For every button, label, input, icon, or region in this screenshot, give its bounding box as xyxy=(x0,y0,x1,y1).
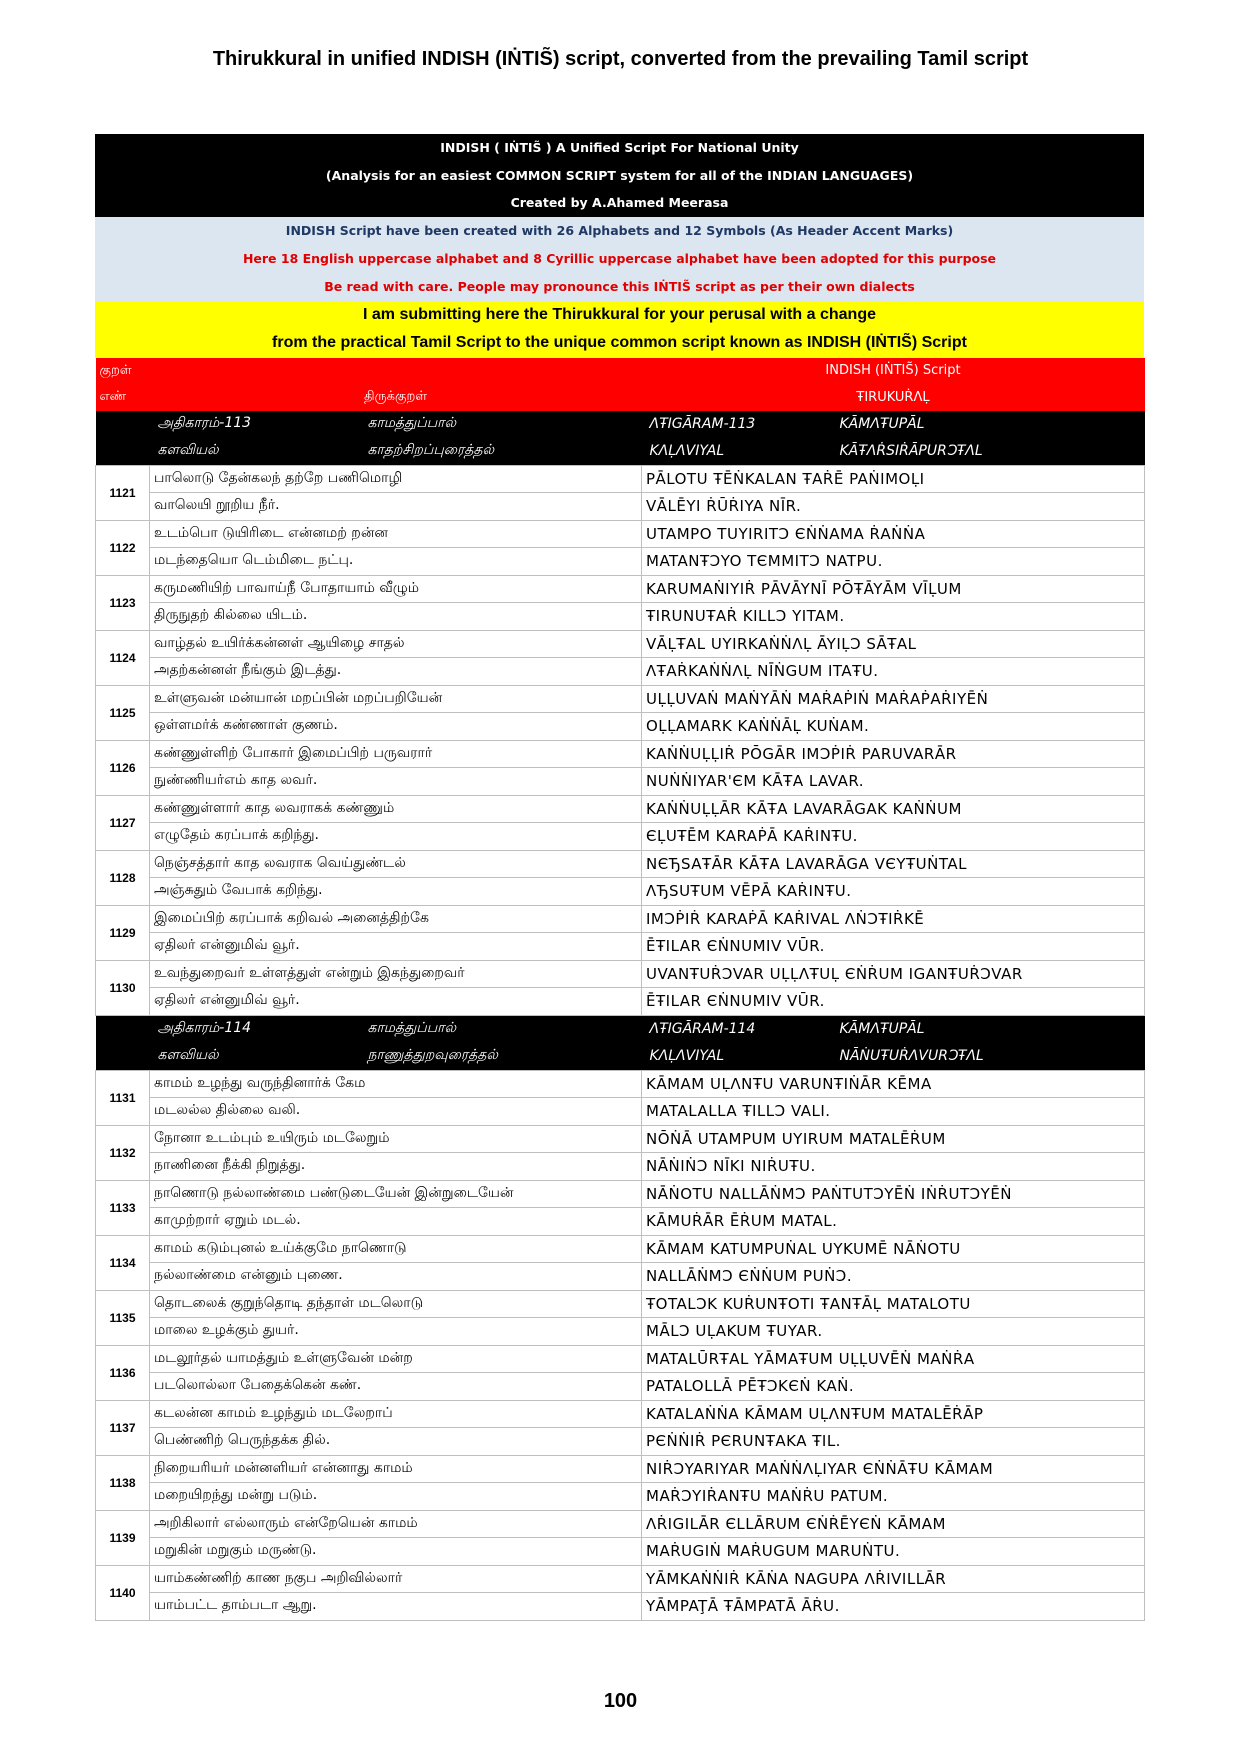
chapter-number-indish: ΛŦIGĀRAM-113 xyxy=(649,416,756,432)
info-line-3: Be read with care. People may pronounce this IṄTIS̃ script as per their own dialects xyxy=(324,278,915,294)
banner-line-1: INDISH ( IṄTIS̃ ) A Unified Script For National Unity xyxy=(440,140,799,155)
chapter-header-row xyxy=(96,1015,1145,1043)
kural-row xyxy=(96,465,1145,493)
kural-indish-line-2: PATALOLLĀ PĒŦϽKЄṄ KAṄ. xyxy=(642,1373,1145,1401)
kural-row xyxy=(96,1290,1145,1318)
part-name-indish: KĀMΛŦUPĀL xyxy=(839,1021,925,1037)
chapter-title-indish: NĀṄUŦUṘΛVURϽŦΛL xyxy=(839,1048,984,1064)
kural-row xyxy=(96,575,1145,603)
kural-row xyxy=(96,795,1145,823)
kural-row xyxy=(96,823,1145,851)
kural-tamil-line-2: படலொல்லா பேதைக்கென் கண். xyxy=(150,1373,642,1401)
kural-row xyxy=(96,1510,1145,1538)
kural-indish-line-2: MĀLϽ UḶAKUM ŦUYAR. xyxy=(642,1318,1145,1346)
chapter-number-tamil: அதிகாரம்-113 xyxy=(157,415,252,431)
kural-tamil-line-1: வாழ்தல் உயிர்க்கன்னள் ஆயிழை சாதல் xyxy=(150,630,642,658)
kural-row xyxy=(96,1180,1145,1208)
kural-indish-line-2: KĀMUṘĀR ĒṘUM MATAL. xyxy=(642,1208,1145,1236)
kural-number: 1127 xyxy=(96,795,150,850)
kural-row xyxy=(96,630,1145,658)
kural-indish-line-2: NALLĀṄMϽ ЄṄṄUM PUṄϽ. xyxy=(642,1263,1145,1291)
kural-number: 1128 xyxy=(96,850,150,905)
kural-tamil-line-2: மாலை உழக்கும் துயர். xyxy=(150,1318,642,1346)
kural-indish-line-2: ŦIRUNUŦAṘ KILLϽ YITAM. xyxy=(642,603,1145,631)
kural-tamil-line-2: ஏதிலர் என்னுமிவ் வூர். xyxy=(150,933,642,961)
kural-indish-line-1: NĀṄOTU NALLĀṄMϽ PAṄTUTϽYĒṄ IṄṘUTϽYĒṄ xyxy=(642,1180,1145,1208)
kural-indish-line-2: MAṘϽYIṘANŦU MAṄṘU PATUM. xyxy=(642,1483,1145,1511)
kural-row xyxy=(96,1318,1145,1346)
submission-note xyxy=(95,301,1144,358)
kural-number: 1129 xyxy=(96,905,150,960)
kural-indish-line-2: NUṄṄIYAR'ЄM KĀŦA LAVAR. xyxy=(642,768,1145,796)
header-indish-label: INDISH (IṄTIS̃) Script xyxy=(642,358,1145,385)
kural-tamil-line-1: நெஞ்சத்தார் காத லவராக வெய்துண்டல் xyxy=(150,850,642,878)
kural-row xyxy=(96,1400,1145,1428)
kural-indish-line-1: NIṘϽYARIYAR MAṄṄΛḶIYAR ЄṄṄĀŦU KĀMAM xyxy=(642,1455,1145,1483)
kural-tamil-line-2: அதற்கன்னள் நீங்கும் இடத்து. xyxy=(150,658,642,686)
kural-indish-line-1: UVANŦUṘϽVAR UḶḶΛŦUḶ ЄṄṘUM IGANŦUṘϽVAR xyxy=(642,960,1145,988)
kural-number: 1122 xyxy=(96,520,150,575)
kural-row xyxy=(96,1208,1145,1236)
kural-number: 1124 xyxy=(96,630,150,685)
kural-row xyxy=(96,520,1145,548)
kural-row xyxy=(96,905,1145,933)
kural-tamil-line-2: மடந்தையொ டெம்மிடை நட்பு. xyxy=(150,548,642,576)
banner-line-2: (Analysis for an easiest COMMON SCRIPT system for all of the INDIAN LANGUAGES) xyxy=(325,167,914,183)
kural-tamil-line-2: நாணினை நீக்கி நிறுத்து. xyxy=(150,1153,642,1181)
kural-indish-line-1: KĀMAM UḶΛNŦU VARUNŦIṄĀR KĒMA xyxy=(642,1070,1145,1098)
header-number-label: எண் xyxy=(96,384,150,411)
kural-indish-line-1: KAṄṄUḶḶĀR KĀŦA LAVARĀGAK KAṄṄUM xyxy=(642,795,1145,823)
kural-tamil-line-1: நோனா உடம்பும் உயிரும் மடலேறும் xyxy=(150,1125,642,1153)
chapter-number-tamil: அதிகாரம்-114 xyxy=(157,1020,252,1036)
kural-indish-line-2: NĀṄIṄϽ NĪKI NIṘUŦU. xyxy=(642,1153,1145,1181)
kural-row xyxy=(96,1263,1145,1291)
page-number: 100 xyxy=(603,1690,638,1712)
kural-indish-line-2: OḶḶAMARK KAṄṄĀḶ KUṄAM. xyxy=(642,713,1145,741)
kural-indish-line-1: KAṄṄUḶḶIṘ PŌGĀR IMϽṖIṘ PARUVARĀR xyxy=(642,740,1145,768)
part-name-indish: KĀMΛŦUPĀL xyxy=(839,416,925,432)
kural-tamil-line-2: அஞ்சுதும் வேபாக் கறிந்து. xyxy=(150,878,642,906)
kural-tamil-line-2: நல்லாண்மை என்னும் புணை. xyxy=(150,1263,642,1291)
kural-indish-line-1: ŦOTALϽK KUṘUNŦOTI ŦANŦĀḶ MATALOTU xyxy=(642,1290,1145,1318)
submit-line-1: I am submitting here the Thirukkural for your perusal with a change xyxy=(363,305,876,323)
kural-row xyxy=(96,960,1145,988)
iyal-name-indish: KΛḶΛVIYAL xyxy=(649,1048,725,1064)
kural-tamil-line-1: நாணொடு நல்லாண்மை பண்டுடையேன் இன்றுடையேன் xyxy=(150,1180,642,1208)
kural-tamil-line-1: கடலன்ன காமம் உழந்தும் மடலேறாப் xyxy=(150,1400,642,1428)
kural-indish-line-2: MATALALLA ŦILLϽ VALI. xyxy=(642,1098,1145,1126)
info-line-2: Here 18 English uppercase alphabet and 8 Cyrillic uppercase alphabet have been adopted for this purpose xyxy=(242,250,997,266)
kural-tamil-line-2: நுண்ணியர்எம் காத லவர். xyxy=(150,768,642,796)
script-info xyxy=(95,217,1144,301)
kural-tamil-line-2: எழுதேம் கரப்பாக் கறிந்து. xyxy=(150,823,642,851)
kural-row xyxy=(96,548,1145,576)
kural-row xyxy=(96,603,1145,631)
kural-tamil-line-2: ஏதிலர் என்னுமிவ் வூர். xyxy=(150,988,642,1016)
kural-row xyxy=(96,658,1145,686)
submit-line-2: from the practical Tamil Script to the unique common script known as INDISH (IṄTIS̃) Script xyxy=(272,334,967,351)
kural-tamil-line-1: கருமணியிற் பாவாய்நீ போதாயாம் வீழும் xyxy=(150,575,642,603)
kural-indish-line-1: MATALŪRŦAL YĀMAŦUM UḶḶUVĒṄ MAṄṘA xyxy=(642,1345,1145,1373)
kural-indish-line-2: PЄṄṄIṘ PЄRUNŦAKA ŦIL. xyxy=(642,1428,1145,1456)
chapter-title-row xyxy=(96,438,1145,466)
kural-row xyxy=(96,1565,1145,1593)
kural-indish-line-2: MAṘUGIṄ MAṘUGUM MARUṄTU. xyxy=(642,1538,1145,1566)
kural-row xyxy=(96,878,1145,906)
kural-row xyxy=(96,1483,1145,1511)
kural-tamil-line-2: ஒள்ளமர்க் கண்ணாள் குணம். xyxy=(150,713,642,741)
kural-tamil-line-1: கண்ணுள்ளார் காத லவராகக் கண்ணும் xyxy=(150,795,642,823)
kural-number: 1137 xyxy=(96,1400,150,1455)
kural-sheet xyxy=(95,134,1144,1621)
kural-tamil-line-2: யாம்பட்ட தாம்படா ஆறு. xyxy=(150,1593,642,1621)
kural-number: 1123 xyxy=(96,575,150,630)
script-banner xyxy=(95,134,1144,217)
table-header-row xyxy=(96,358,1145,385)
kural-indish-line-1: IMϽṖIṘ KARAṖĀ KAṘIVAL ΛṄϽŦIṘKĒ xyxy=(642,905,1145,933)
kural-tamil-line-1: அறிகிலார் எல்லாரும் என்றேயென் காமம் xyxy=(150,1510,642,1538)
kural-number: 1130 xyxy=(96,960,150,1015)
kural-number: 1132 xyxy=(96,1125,150,1180)
chapter-title-tamil: காதற்சிறப்புரைத்தல் xyxy=(367,442,495,458)
kural-row xyxy=(96,1153,1145,1181)
kural-row xyxy=(96,713,1145,741)
kural-indish-line-2: VĀLĒYI ṘŪṘIYA NĪR. xyxy=(642,493,1145,521)
kural-tamil-line-1: தொடலைக் குறுந்தொடி தந்தாள் மடலொடு xyxy=(150,1290,642,1318)
kural-number: 1136 xyxy=(96,1345,150,1400)
kural-row xyxy=(96,493,1145,521)
kural-indish-line-2: ĒŦILAR ЄṄNUMIV VŪR. xyxy=(642,933,1145,961)
kural-tamil-line-2: பெண்ணிற் பெருந்தக்க தில். xyxy=(150,1428,642,1456)
kural-tamil-line-1: காமம் கடும்புனல் உய்க்குமே நாணொடு xyxy=(150,1235,642,1263)
kural-row xyxy=(96,685,1145,713)
kural-indish-line-2: ĒŦILAR ЄṄNUMIV VŪR. xyxy=(642,988,1145,1016)
header-thirukkural-indish: ŦIRUKUṘΛḶ xyxy=(642,384,1145,411)
kural-row xyxy=(96,1373,1145,1401)
kural-table xyxy=(95,358,1145,1621)
kural-row xyxy=(96,1593,1145,1621)
kural-indish-line-1: NŌṄĀ UTAMPUM UYIRUM MATALĒṘUM xyxy=(642,1125,1145,1153)
kural-indish-line-1: NЄЂSAŦĀR KĀŦA LAVARĀGA VЄYŦUṄTAL xyxy=(642,850,1145,878)
kural-tamil-line-1: பாலொடு தேன்கலந் தற்றே பணிமொழி xyxy=(150,465,642,493)
kural-indish-line-1: YĀMKAṄṄIṘ KĀṄA NAGUPA ΛṘIVILLĀR xyxy=(642,1565,1145,1593)
kural-number: 1131 xyxy=(96,1070,150,1125)
part-name-tamil: காமத்துப்பால் xyxy=(367,415,457,431)
kural-tamil-line-1: உடம்பொ டுயிரிடை என்னமற் றன்ன xyxy=(150,520,642,548)
iyal-name-tamil: களவியல் xyxy=(157,442,219,458)
chapter-title-row xyxy=(96,1043,1145,1071)
kural-row xyxy=(96,1345,1145,1373)
kural-tamil-line-1: உவந்துறைவர் உள்ளத்துள் என்றும் இகந்துறைவர் xyxy=(150,960,642,988)
kural-row xyxy=(96,1098,1145,1126)
kural-indish-line-2: ΛЂSUŦUM VĒPĀ KAṘINŦU. xyxy=(642,878,1145,906)
kural-row xyxy=(96,740,1145,768)
iyal-name-tamil: களவியல் xyxy=(157,1047,219,1063)
header-thirukkural-label: திருக்குறள் xyxy=(150,384,642,411)
chapter-header-row xyxy=(96,411,1145,438)
kural-indish-line-1: PĀLOTU ŦĒṄKALAN ŦAṘĒ PAṄIMOḶI xyxy=(642,465,1145,493)
kural-number: 1126 xyxy=(96,740,150,795)
kural-number: 1134 xyxy=(96,1235,150,1290)
table-header-row xyxy=(96,384,1145,411)
kural-indish-line-1: KATALAṄṄA KĀMAM UḶΛNŦUM MATALĒṘĀP xyxy=(642,1400,1145,1428)
kural-indish-line-1: VĀḶŦAL UYIRKAṄṄΛḶ ĀYIḶϽ SĀŦAL xyxy=(642,630,1145,658)
kural-row xyxy=(96,988,1145,1016)
part-name-tamil: காமத்துப்பால் xyxy=(367,1020,457,1036)
kural-tamil-line-2: காமுற்றார் ஏறும் மடல். xyxy=(150,1208,642,1236)
kural-indish-line-1: KARUMAṄIYIṘ PĀVĀYNĪ PŌŦĀYĀM VĪḶUM xyxy=(642,575,1145,603)
kural-number: 1121 xyxy=(96,465,150,520)
header-kural-label: குறள் xyxy=(96,358,150,385)
iyal-name-indish: KΛḶΛVIYAL xyxy=(649,443,725,459)
kural-tamil-line-2: திருநுதற் கில்லை யிடம். xyxy=(150,603,642,631)
kural-number: 1139 xyxy=(96,1510,150,1565)
kural-row xyxy=(96,1455,1145,1483)
banner-line-3: Created by A.Ahamed Meerasa xyxy=(510,195,729,210)
kural-row xyxy=(96,850,1145,878)
kural-number: 1133 xyxy=(96,1180,150,1235)
kural-tamil-line-1: யாம்கண்ணிற் காண நகுப அறிவில்லார் xyxy=(150,1565,642,1593)
kural-indish-line-1: KĀMAM KATUMPUṄAL UYKUMĒ NĀṄOTU xyxy=(642,1235,1145,1263)
kural-tamil-line-2: மடலல்ல தில்லை வலி. xyxy=(150,1098,642,1126)
info-line-1: INDISH Script have been created with 26 Alphabets and 12 Symbols (As Header Accent Marks) xyxy=(285,222,954,238)
kural-row xyxy=(96,768,1145,796)
kural-indish-line-2: ЄḶUŦĒM KARAṖĀ KAṘINŦU. xyxy=(642,823,1145,851)
kural-tamil-line-1: நிறையரியர் மன்னளியர் என்னாது காமம் xyxy=(150,1455,642,1483)
chapter-title-indish: KĀŦΛṘSIṘĀPURϽŦΛL xyxy=(839,443,983,459)
kural-number: 1135 xyxy=(96,1290,150,1345)
kural-row xyxy=(96,1538,1145,1566)
kural-indish-line-1: ΛṘIGILĀR ЄLLĀRUM ЄṄṘĒYЄṄ KĀMAM xyxy=(642,1510,1145,1538)
kural-indish-line-1: UTAMPO TUYIRITϽ ЄṄṄAMA ṘAṄṄA xyxy=(642,520,1145,548)
kural-indish-line-2: MATANŦϽYO TЄMMITϽ NATPU. xyxy=(642,548,1145,576)
kural-indish-line-1: UḶḶUVAṄ MAṄYĀṄ MAṘAṖIṄ MAṘAṖAṘIYĒṄ xyxy=(642,685,1145,713)
kural-tamil-line-2: மறுகின் மறுகும் மருண்டு. xyxy=(150,1538,642,1566)
chapter-number-indish: ΛŦIGĀRAM-114 xyxy=(649,1021,756,1037)
kural-indish-line-2: YĀMPAŢĀ ŦĀMPATĀ ĀṘU. xyxy=(642,1593,1145,1621)
kural-row xyxy=(96,1125,1145,1153)
kural-row xyxy=(96,1070,1145,1098)
kural-tamil-line-1: காமம் உழந்து வருந்தினார்க் கேம xyxy=(150,1070,642,1098)
kural-tamil-line-2: வாலெயி றூறிய நீர். xyxy=(150,493,642,521)
page-title: Thirukkural in unified INDISH (IṄTIS̃) script, converted from the prevailing Tamil script xyxy=(212,48,1029,70)
kural-tamil-line-1: கண்ணுள்ளிற் போகார் இமைப்பிற் பருவரார் xyxy=(150,740,642,768)
kural-row xyxy=(96,1428,1145,1456)
kural-tamil-line-1: இமைப்பிற் கரப்பாக் கறிவல் அனைத்திற்கே xyxy=(150,905,642,933)
kural-tamil-line-1: உள்ளுவன் மன்யான் மறப்பின் மறப்பறியேன் xyxy=(150,685,642,713)
kural-tamil-line-1: மடலூர்தல் யாமத்தும் உள்ளுவேன் மன்ற xyxy=(150,1345,642,1373)
kural-number: 1125 xyxy=(96,685,150,740)
kural-indish-line-2: ΛŦAṘKAṄṄΛḶ NĪṄGUM ITAŦU. xyxy=(642,658,1145,686)
chapter-title-tamil: நாணுத்துறவுரைத்தல் xyxy=(367,1047,498,1063)
kural-row xyxy=(96,1235,1145,1263)
kural-tamil-line-2: மறையிறந்து மன்று படும். xyxy=(150,1483,642,1511)
kural-number: 1140 xyxy=(96,1565,150,1620)
kural-number: 1138 xyxy=(96,1455,150,1510)
kural-row xyxy=(96,933,1145,961)
